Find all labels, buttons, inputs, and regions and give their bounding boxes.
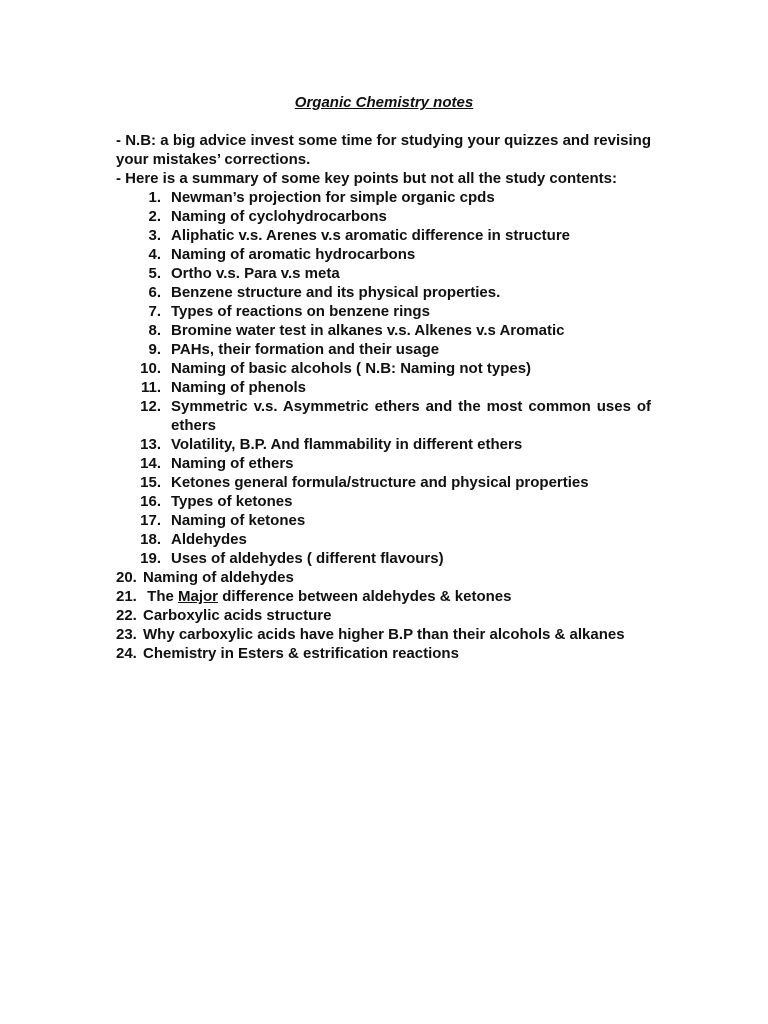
item-text: Volatility, B.P. And flammability in different ethers: [171, 436, 523, 453]
item-number: 13.: [140, 436, 161, 453]
document-body: [116, 131, 651, 663]
list-item: [116, 454, 651, 473]
item-text: Why carboxylic acids have higher B.P than their alcohols & alkanes: [143, 626, 625, 643]
list-item: [116, 188, 651, 207]
list-item: [116, 492, 651, 511]
list-item: [116, 397, 651, 435]
underlined-word: Major: [178, 588, 219, 605]
item-number: 15.: [140, 474, 161, 491]
item-number: 1.: [148, 189, 161, 206]
item-number: 21.: [116, 588, 137, 605]
item-number: 20.: [116, 569, 137, 586]
item-number: 7.: [148, 303, 161, 320]
item-text: Naming of aldehydes: [143, 569, 294, 586]
advice-paragraph: - N.B: a big advice invest some time for studying your quizzes and revising your mistakes’ corrections.: [116, 132, 651, 168]
list-item: [116, 511, 651, 530]
item-text: PAHs, their formation and their usage: [171, 341, 440, 358]
item-text: Types of reactions on benzene rings: [171, 303, 430, 320]
item-number: 24.: [116, 645, 137, 662]
list-item: [116, 207, 651, 226]
item-text: Aliphatic v.s. Arenes v.s aromatic difference in structure: [171, 227, 571, 244]
item-text: Symmetric v.s. Asymmetric ethers and the most common uses of ethers: [171, 398, 651, 434]
item-number: 6.: [148, 284, 161, 301]
item-text: Newman’s projection for simple organic cpds: [171, 189, 495, 206]
item-number: 11.: [140, 379, 161, 396]
item-number: 18.: [140, 531, 161, 548]
item-text-after: difference between aldehydes & ketones: [218, 588, 512, 605]
list-item: [116, 340, 651, 359]
item-number: 8.: [148, 322, 161, 339]
key-points-list: [116, 188, 651, 663]
list-item: [116, 625, 651, 644]
item-text: [143, 587, 651, 606]
item-number: 14.: [140, 455, 161, 472]
list-item: [116, 473, 651, 492]
list-item: [116, 359, 651, 378]
list-item: [116, 530, 651, 549]
item-number: 12.: [140, 398, 161, 415]
list-item: [116, 587, 651, 606]
item-number: 23.: [116, 626, 137, 643]
item-number: 16.: [140, 493, 161, 510]
item-text: Ketones general formula/structure and physical properties: [171, 474, 589, 491]
list-item: [116, 378, 651, 397]
item-number: 19.: [140, 550, 161, 567]
item-text: Bromine water test in alkanes v.s. Alkenes v.s Aromatic: [171, 322, 565, 339]
item-text: Benzene structure and its physical properties.: [171, 284, 501, 301]
item-text: Types of ketones: [171, 493, 293, 510]
summary-intro-paragraph: - Here is a summary of some key points but not all the study contents:: [116, 170, 617, 187]
item-number: 5.: [148, 265, 161, 282]
item-text: Ortho v.s. Para v.s meta: [171, 265, 340, 282]
item-text: Carboxylic acids structure: [143, 607, 332, 624]
item-text: Naming of ethers: [171, 455, 294, 472]
item-number: 9.: [148, 341, 161, 358]
list-item: [116, 435, 651, 454]
item-number: 10.: [140, 360, 161, 377]
list-item: [116, 226, 651, 245]
list-item: [116, 644, 651, 663]
item-number: 3.: [148, 227, 161, 244]
list-item: [116, 549, 651, 568]
item-text: Naming of phenols: [171, 379, 306, 396]
list-item: [116, 264, 651, 283]
list-item: [116, 321, 651, 340]
item-number: 2.: [148, 208, 161, 225]
list-item: [116, 606, 651, 625]
item-text: Naming of cyclohydrocarbons: [171, 208, 387, 225]
item-text-before: The: [143, 588, 179, 605]
item-number: 22.: [116, 607, 137, 624]
list-item: [116, 302, 651, 321]
item-text: Uses of aldehydes ( different flavours): [171, 550, 444, 567]
list-item: [116, 283, 651, 302]
page-title: Organic Chemistry notes: [294, 94, 474, 111]
list-item: [116, 245, 651, 264]
item-number: 4.: [148, 246, 161, 263]
item-text: Chemistry in Esters & estrification reactions: [143, 645, 459, 662]
item-text: Naming of aromatic hydrocarbons: [171, 246, 416, 263]
item-text: Aldehydes: [171, 531, 247, 548]
list-item: [116, 568, 651, 587]
item-number: 17.: [140, 512, 161, 529]
item-text: Naming of ketones: [171, 512, 306, 529]
item-text: Naming of basic alcohols ( N.B: Naming not types): [171, 360, 532, 377]
